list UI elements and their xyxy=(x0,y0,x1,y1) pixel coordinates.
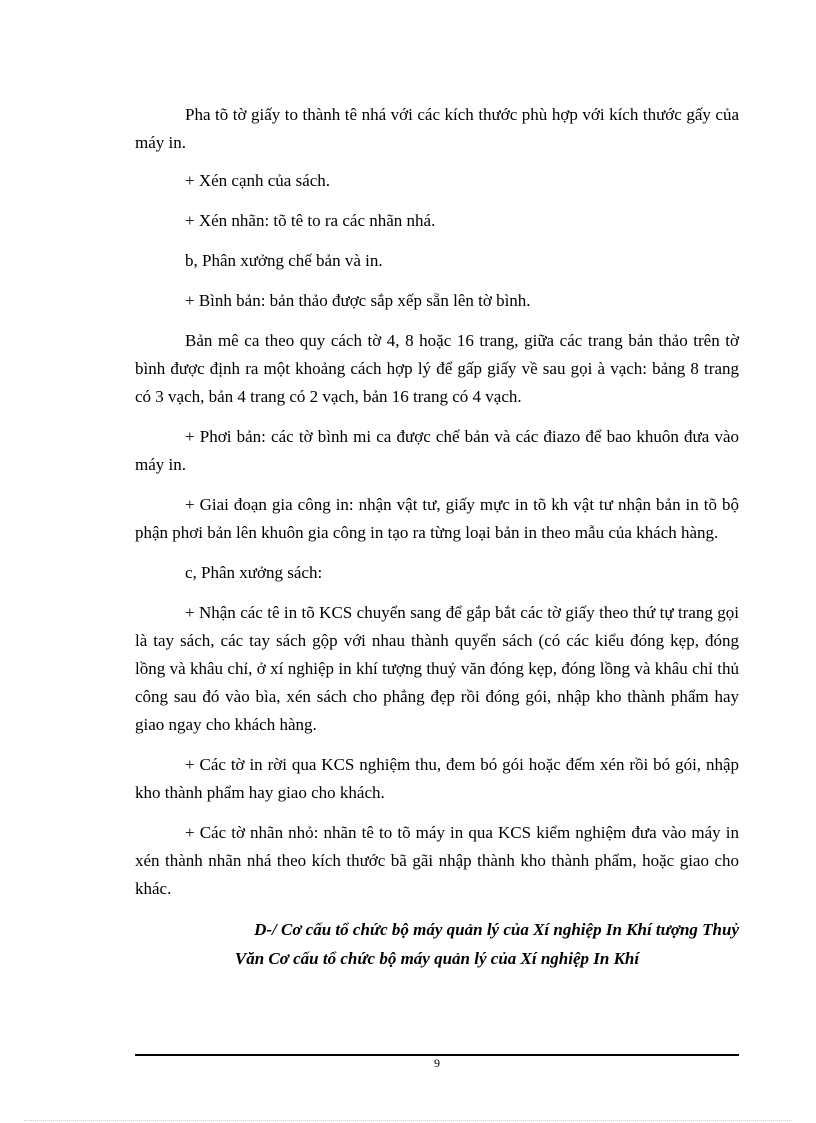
page-body xyxy=(135,101,739,973)
paragraph-imposition: + Bình bản: bản thảo được sắp xếp sẵn lên tờ bình. xyxy=(185,291,531,310)
paragraph-printing-stage: + Giai đoạn gia công in: nhận vật tư, giấy mực in tõ kh vật tư nhận bản in tõ bộ phận phơi bản lên khuôn gia công in tạo ra từng loại bản in theo mẫu của khách hàng. xyxy=(135,495,739,542)
paragraph-paper-cutting: Pha tõ tờ giấy to thành tê nhá với các kích thước phù hợp với kích thước gấy của máy in. xyxy=(135,105,739,152)
paragraph-small-labels: + Các tờ nhãn nhỏ: nhãn tê to tõ máy in qua KCS kiểm nghiệm đưa vào máy in xén thành nhãn nhá theo kích thước bã gãi nhập thành kho thành phẩm, hoặc giao cho khác. xyxy=(135,823,739,898)
paragraph-prepress-section: b, Phân xưởng chế bản và in. xyxy=(185,251,383,270)
paragraph-page-layout: Bản mê ca theo quy cách tờ 4, 8 hoặc 16 trang, giữa các trang bản thảo trên tờ bình được định ra một khoảng cách hợp lý để gấp giấy về sau gọi à vạch: bảng 8 trang có 3 vạch, bản 4 trang có 2 vạch, bản 16 trang có 4 vạch. xyxy=(135,331,739,406)
paragraph-loose-sheets: + Các tờ in rời qua KCS nghiệm thu, đem bó gói hoặc đếm xén rồi bó gói, nhập kho thành phẩm hay giao cho khách. xyxy=(135,755,739,802)
paragraph-book-edge-trimming: + Xén cạnh của sách. xyxy=(185,171,331,190)
page-number: 9 xyxy=(434,1056,440,1070)
paragraph-bindery-section: c, Phân xưởng sách: xyxy=(185,563,323,582)
section-heading-line-1: D-/ Cơ cấu tổ chức bộ máy quản lý của Xí nghiệp In Khí tượng Thuỷ xyxy=(254,920,739,939)
section-heading xyxy=(135,915,739,973)
paragraph-plate-exposure: + Phơi bản: các tờ bình mi ca được chế bản và các điazo để bao khuôn đưa vào máy in. xyxy=(135,427,739,474)
paragraph-label-trimming: + Xén nhãn: tõ tê to ra các nhãn nhá. xyxy=(185,211,436,230)
section-heading-line-2: Văn Cơ cấu tổ chức bộ máy quản lý của Xí nghiệp In Khí xyxy=(234,949,640,968)
paragraph-book-binding: + Nhận các tê in tõ KCS chuyển sang để gắp bắt các tờ giấy theo thứ tự trang gọi là tay sách, các tay sách gộp với nhau thành quyển sách (có các kiểu đóng kẹp, đóng lồng và khâu chỉ, ở xí nghiệp in khí tượng thuỷ văn đóng kẹp, đóng lồng và khâu chỉ thủ công sau đó vào bìa, xén sách cho phẳng đẹp rồi đóng gói, nhập kho thành phẩm hay giao ngay cho khách hàng. xyxy=(135,603,739,734)
page-bottom-edge xyxy=(24,1120,792,1121)
